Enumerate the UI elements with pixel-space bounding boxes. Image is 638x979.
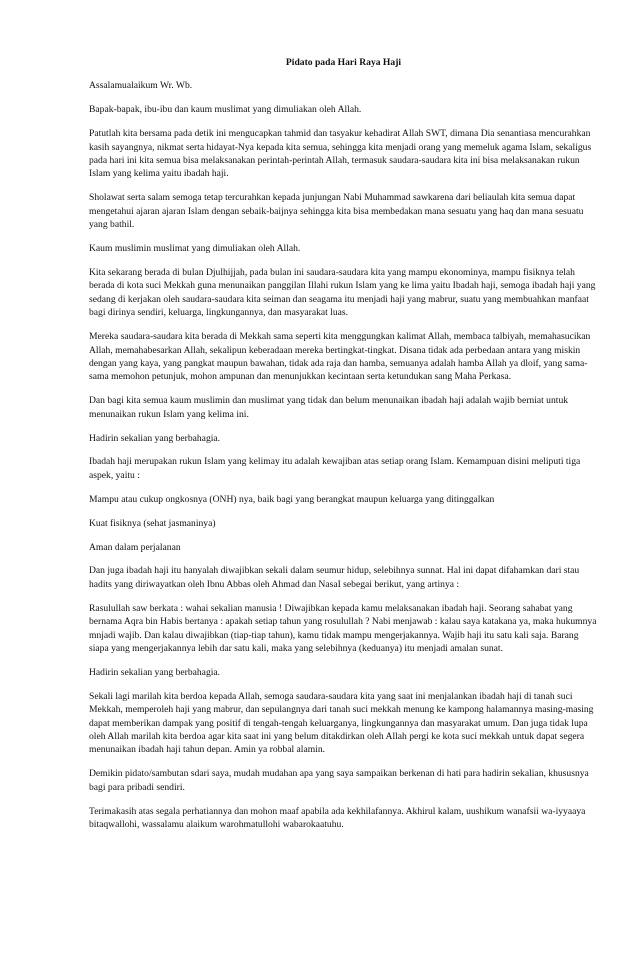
paragraph: Mampu atau cukup ongkosnya (ONH) nya, baik bagi yang berangkat maupun keluarga yang ditinggalkan [89,493,495,505]
paragraph: Assalamualaikum Wr. Wb. [89,80,193,92]
paragraph: Hadirin sekalian yang berbahagia. [89,432,221,444]
paragraph: Kita sekarang berada di bulan Djulhijjah, pada bulan ini saudara-saudara kita yang mampu ekonominya, mampu fisiknya telah berada di kota suci Mekkah guna menunaikan panggilan Illahi rukun Islam yang ke lima yaitu Ibadah haji, semoga ibadah haji yang sedang di kerjakan oleh saudara-saudara kita seiman dan seagama itu menjadi haji yang mabrur, suatu yang membuahkan manfaat bagi dirinya sendiri, keluarga, lingkungannya, dan masyarakat luas. [89,266,596,319]
paragraph: Patutlah kita bersama pada detik ini mengucapkan tahmid dan tasyakur kehadirat Allah SWT, dimana Dia senantiasa mencurahkan kasih sayangnya, nikmat serta hidayat-Nya kepada kita semua, sehingga kita menjadi orang yang memeluk agama Islam, sekaligus pada hari ini kita semua bisa melaksanakan perintah-perintah Allah, termasuk saudara-saudara kita ini bisa melaksanakan rukun Islam yang kelima yaitu ibadah haji. [89,128,592,180]
paragraph: Kaum muslimin muslimat yang dimuliakan oleh Allah. [89,243,301,255]
paragraph: Rasulullah saw berkata : wahai sekalian manusia ! Diwajibkan kepada kamu melaksanakan ibadah haji. Seorang sahabat yang bernama Aqra bin Habis bertanya : apakah setiap tahun yang rosulullah ? Nabi menjawab : kalau saya katakana ya, maka hukumnya mnjadi wajib. Dan kalau diwajibkan (tiap-tiap tahun), kamu tidak mampu mengerjakannya. Wajib haji itu satu kali saja. Barang siapa yang mengerjakannya lebih dar satu kali, maka yang selebihnya (keduanya) itu menjadi amalan sunat. [89,602,597,654]
paragraph: Demikin pidato/sambutan sdari saya, mudah mudahan apa yang saya sampaikan berkenan di hati para hadirin sekalian, khususnya bagi para pribadi sendiri. [89,768,589,793]
paragraph: Ibadah haji merupakan rukun Islam yang kelimay itu adalah kewajiban atas setiap orang Islam. Kemampuan disini meliputi tiga aspek, yaitu : [89,456,581,481]
paragraph: Kuat fisiknya (sehat jasmaninya) [89,517,216,529]
paragraph: Dan juga ibadah haji itu hanyalah diwajibkan sekali dalam seumur hidup, selebihnya sunnat. Hal ini dapat difahamkan dari stau hadits yang diriwayatkan oleh Ibnu Abbas oleh Ahmad dan NasaI sebegai berikut, yang artinya : [89,565,580,590]
paragraph: Sholawat serta salam semoga tetap tercurahkan kepada junjungan Nabi Muhammad sawkarena dari beliaulah kita semua dapat mengetahui ajaran ajaran Islam dengan sebaik-baijnya sehingga kita bisa membedakan mana sesuatu yang haq dan mana sesuatu yang bathil. [89,192,584,231]
paragraph: Hadirin sekalian yang berbahagia. [89,666,221,678]
speech-title: Pidato pada Hari Raya Haji [285,57,402,68]
paragraph: Bapak-bapak, ibu-ibu dan kaum muslimat yang dimuliakan oleh Allah. [89,104,362,116]
paragraph: Dan bagi kita semua kaum muslimin dan muslimat yang tidak dan belum menunaikan ibadah haji adalah wajib berniat untuk menunaikan rukun Islam yang kelima ini. [89,395,569,420]
speech-body [89,79,598,831]
paragraph: Mereka saudara-saudara kita berada di Mekkah sama seperti kita menggungkan kalimat Allah, membaca talbiyah, memahasucikan Allah, memahabesarkan Allah, sekalipun keberadaan mereka bertingkat-tingkat. Disana tidak ada perbedaan antara yang miskin dengan yang kaya, yang pangkat maupun bawahan, tidak ada raja dan hamba, semuanya adalah hamba Allah ya dloif, yang sama-sama memohon petunjuk, mohon ampunan dan menunjukkan kecintaan serta ketundukan sang Maha Perkasa. [89,331,591,383]
paragraph: Aman dalam perjalanan [89,541,181,553]
paragraph: Sekali lagi marilah kita berdoa kepada Allah, semoga saudara-saudara kita yang saat ini menjalankan ibadah haji di tanah suci Mekkah, memperoleh haji yang mabrur, dan sepulangnya dari tanah suci mekkah menung ke kampong halamannya masing-masing dapat memberikan dampak yang positif di tengah-tengah keluarganya, lingkungannya dan masyarakat umum. Dan juga tidak lupa oleh Allah marilah kita berdoa agar kita saat ini yang belum ditakdirkan oleh Allah pergi ke kota suci mekkah untuk dapat segera menunaikan ibadah haji tahun depan. Amin ya robbal alamin. [89,690,594,756]
paragraph: Terimakasih atas segala perhatiannya dan mohon maaf apabila ada kekhilafannya. Akhirul kalam, uushikum wanafsii wa-iyyaaya bitaqwallohi, wassalamu alaikum warohmatullohi wabarokaatuhu. [89,805,586,831]
